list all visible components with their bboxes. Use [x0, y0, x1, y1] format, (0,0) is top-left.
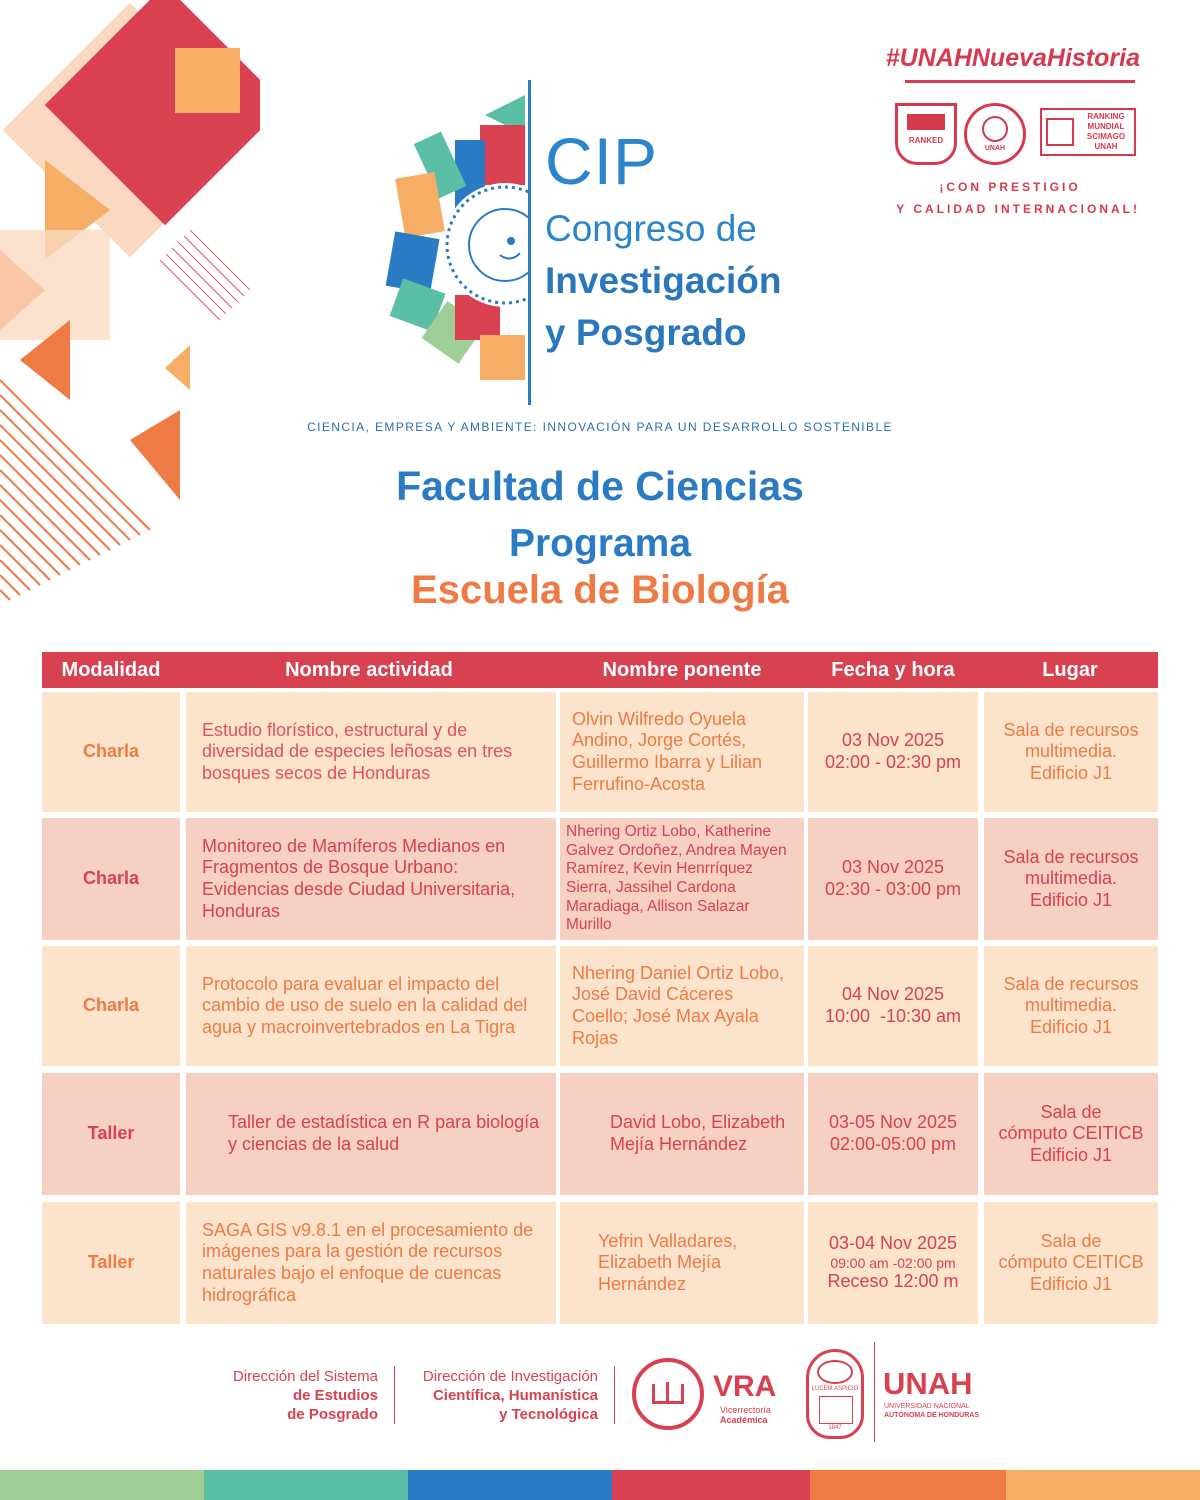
row-lugar: Sala de recursos multimedia. Edificio J1: [984, 692, 1158, 812]
row-modalidad: Charla: [42, 946, 180, 1066]
row-lugar: Sala de recursos multimedia. Edificio J1: [984, 818, 1158, 940]
color-bar-green: [0, 1470, 204, 1500]
vra-subtitle: Vicerrectoría Académica: [720, 1405, 771, 1425]
school-title: Escuela de Biología: [411, 568, 789, 612]
color-bar-blue: [408, 1470, 612, 1500]
sun-seal-badge-icon: UNAH: [964, 103, 1026, 165]
vra-label: VRA: [713, 1370, 777, 1403]
unah-seal-icon: LUCEM ASPICIO 1847: [806, 1349, 864, 1439]
row-hora: 02:00 - 02:30 pm: [824, 752, 962, 772]
row-fecha: 04 Nov 2025: [841, 984, 945, 1005]
unah-label: UNAH: [883, 1366, 973, 1401]
row-actividad: Protocolo para evaluar el impacto del cambio de uso de suelo en la calidad del agua y macroinvertebrados en La Tigra: [186, 946, 556, 1066]
row-modalidad: Taller: [42, 1202, 180, 1324]
header-actividad: Nombre actividad: [285, 659, 453, 681]
row-fecha: 03 Nov 2025: [841, 730, 945, 751]
row-ponente: David Lobo, Elizabeth Mejía Hernández: [560, 1073, 804, 1195]
footer-dicht: Dirección de Investigación Científica, Humanística y Tecnológica: [422, 1368, 598, 1423]
row-hora: 02:30 - 03:00 pm: [824, 879, 962, 899]
row-modalidad: Charla: [42, 818, 180, 940]
row-hora: 02:00-05:00 pm: [829, 1134, 957, 1154]
row-hora: 09:00 am -02:00 pm: [830, 1254, 956, 1271]
row-fecha: 03 Nov 2025: [841, 857, 945, 878]
header-lugar: Lugar: [1042, 659, 1098, 681]
row-actividad: Taller de estadística en R para biología y ciencias de la salud: [186, 1073, 556, 1195]
cip-acronym: CIP: [545, 124, 659, 198]
hashtag: #UNAHNuevaHistoria: [885, 44, 1140, 72]
row-fecha-hora: [808, 1073, 978, 1195]
vra-book-icon: [632, 1358, 704, 1430]
prestige-line-2: Y CALIDAD INTERNACIONAL!: [896, 202, 1140, 216]
color-bar-yellow: [1006, 1470, 1200, 1500]
table-header: [42, 652, 1158, 688]
row-receso: Receso 12:00 m: [827, 1271, 959, 1292]
row-fecha-hora: [808, 946, 978, 1066]
footer-divider: [614, 1366, 615, 1424]
header-fecha: Fecha y hora: [831, 659, 955, 681]
row-fecha: 03-05 Nov 2025: [828, 1112, 958, 1133]
cip-line-2: Investigación: [545, 260, 782, 301]
row-lugar: Sala de cómputo CEITICB Edificio J1: [984, 1073, 1158, 1195]
color-bar-orange: [810, 1470, 1006, 1500]
row-hora: 10:00 -10:30 am: [824, 1006, 962, 1026]
row-fecha: 03-04 Nov 2025: [828, 1233, 958, 1253]
row-lugar: Sala de cómputo CEITICB Edificio J1: [984, 1202, 1158, 1324]
row-fecha-hora: [808, 818, 978, 940]
row-fecha-hora: [808, 692, 978, 812]
header-modalidad: Modalidad: [61, 659, 161, 681]
cip-sun-logo: [385, 95, 530, 385]
cip-line-1: Congreso de: [545, 208, 757, 249]
prestige-line-1: ¡CON PRESTIGIO: [939, 180, 1081, 194]
color-bar-teal: [204, 1470, 408, 1500]
row-ponente: Nhering Ortiz Lobo, Katherine Galvez Ordoñez, Andrea Mayen Ramírez, Kevin Henrríquez Sierra, Jassihel Cardona Maradiaga, Allison Salazar Murillo: [560, 818, 804, 940]
row-actividad: SAGA GIS v9.8.1 en el procesamiento de imágenes para la gestión de recursos naturales bajo el enfoque de cuencas hidrográfica: [186, 1202, 556, 1324]
row-fecha-hora: [808, 1202, 978, 1324]
unah-subtitle: UNIVERSIDAD NACIONAL AUTÓNOMA DE HONDURAS: [884, 1403, 980, 1419]
row-lugar: Sala de recursos multimedia. Edificio J1: [984, 946, 1158, 1066]
scimago-ranking-badge-icon: RANKING MUNDIAL SCIMAGO UNAH: [1040, 108, 1136, 156]
row-ponente: Nhering Daniel Ortiz Lobo, José David Cáceres Coello; José Max Ayala Rojas: [560, 946, 804, 1066]
faculty-title: Facultad de Ciencias: [396, 463, 804, 509]
congress-tagline: CIENCIA, EMPRESA Y AMBIENTE: INNOVACIÓN PARA UN DESARROLLO SOSTENIBLE: [307, 420, 893, 434]
row-actividad: Estudio florístico, estructural y de diversidad de especies leñosas en tres bosques secos de Honduras: [186, 692, 556, 812]
footer-divider: [394, 1366, 395, 1424]
row-actividad: Monitoreo de Mamíferos Medianos en Fragmentos de Bosque Urbano: Evidencias desde Ciudad Universitaria, Honduras: [186, 818, 556, 940]
cip-line-3: y Posgrado: [545, 312, 747, 353]
footer-dsep: Dirección del Sistema de Estudios de Posgrado: [232, 1368, 378, 1423]
logo-divider: [528, 80, 531, 405]
row-modalidad: Charla: [42, 692, 180, 812]
hashtag-underline: [905, 80, 1135, 83]
ranked-badge-icon: RANKED: [895, 103, 957, 165]
row-ponente: Yefrin Valladares, Elizabeth Mejía Hernández: [560, 1202, 804, 1324]
header-ponente: Nombre ponente: [602, 659, 762, 681]
row-modalidad: Taller: [42, 1073, 180, 1195]
footer-divider: [874, 1342, 875, 1442]
color-bar-red: [612, 1470, 810, 1500]
row-ponente: Olvin Wilfredo Oyuela Andino, Jorge Cortés, Guillermo Ibarra y Lilian Ferrufino-Acosta: [560, 692, 804, 812]
program-title: Programa: [508, 522, 692, 565]
